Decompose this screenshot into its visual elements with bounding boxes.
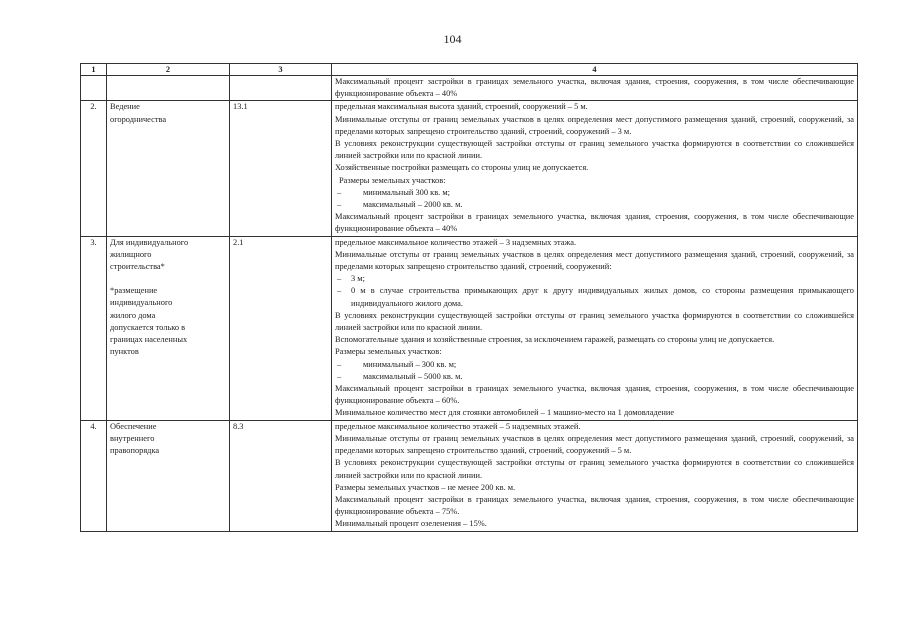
paragraph: Хозяйственные постройки размещать со стороны улиц не допускается. [335,163,589,173]
name-line: Обеспечение [110,421,157,431]
name-line: допускается только в [110,322,186,332]
paragraph: Размеры земельных участков: [335,347,442,357]
table-row [81,420,858,531]
land-use-name [107,420,230,531]
dash-marker: – [337,274,342,284]
dash-marker: – [337,200,342,210]
header-row [81,64,858,76]
paragraph: Максимальный процент застройки в границах земельного участка, включая здания, строения, сооружения, в том числе обеспечивающие функционирование объекта – 60%. [335,384,854,406]
bullet-text: 0 м в случае строительства примыкающих друг к другу индивидуальных жилых домов, со стороны размещения примыкающего индивидуального жилого дома. [351,286,854,308]
page-number: 104 [443,32,462,46]
name-line: правопорядка [110,446,160,456]
name-gap [110,273,226,285]
name-line: строительства* [110,262,165,272]
bullet-text: минимальный – 300 кв. м; [363,359,457,369]
name-line: жилого дома [110,310,156,320]
bullet-item [335,371,854,383]
bullet-item [335,285,854,309]
land-use-code [230,76,332,101]
land-use-code: 8.3 [230,420,332,531]
paragraph: Размеры земельных участков – не менее 200 кв. м. [335,482,516,492]
header-col-2: 2 [107,64,230,76]
paragraph: Максимальный процент застройки в границах земельного участка, включая здания, строения, сооружения, в том числе обеспечивающие функционирование объекта – 75%. [335,494,854,517]
row-number [81,76,107,101]
paragraph: В условиях реконструкции существующей застройки отступы от границ земельного участка формируются в соответствии со сложившейся линией застройки или по красной линии. [335,458,854,480]
parameters-description [332,236,858,420]
land-use-name [107,101,230,236]
bullet-text: 3 м; [351,274,365,284]
bullet-item [335,359,854,371]
bullet-item [335,199,854,211]
land-use-name [107,236,230,420]
row-number: 3. [81,236,107,420]
paragraph: Вспомогательные здания и хозяйственные строения, за исключением гаражей, размещать со стороны улиц не допускается. [335,335,775,345]
header-col-4: 4 [332,64,858,76]
table-row [81,236,858,420]
name-line: Для индивидуального [110,237,189,247]
bullet-item [335,187,854,199]
paragraph: В условиях реконструкции существующей застройки отступы от границ земельного участка формируются в соответствии со сложившейся линией застройки или по красной линии. [335,310,854,333]
land-use-code: 2.1 [230,236,332,420]
name-line: индивидуального [110,298,173,308]
name-line: пунктов [110,347,139,357]
paragraph: Минимальные отступы от границ земельных участков в целях определения мест допустимого размещения зданий, строений, сооружений, за пределами которых запрещено строительство зданий, строений, сооружений – 5 м. [335,433,854,456]
name-line: границах населенных [110,335,188,345]
name-line: внутреннего [110,433,155,443]
land-use-code: 13.1 [230,101,332,236]
name-line: жилищного [110,249,152,259]
paragraph: Минимальное количество мест для стоянки автомобилей – 1 машино-место на 1 домовладение [335,408,675,418]
paragraph: Максимальный процент застройки в границах земельного участка, включая здания, строения, сооружения, в том числе обеспечивающие функционирование объекта – 40% [335,212,854,234]
bullet-text: минимальный 300 кв. м; [363,187,450,197]
name-line: огородничества [110,114,167,124]
dash-marker: – [337,187,342,197]
regulations-table [80,63,858,532]
header-col-1: 1 [81,64,107,76]
paragraph: предельное максимальное количество этажей – 5 надземных этажей. [335,421,581,431]
bullet-text: максимальный – 2000 кв. м. [363,200,463,210]
name-line: *размещение [110,286,158,296]
paragraph: Минимальные отступы от границ земельных участков в целях определения мест допустимого размещения зданий, строений, сооружений, за пределами которых запрещено строительство зданий, строений, сооружений: [335,249,854,272]
dash-marker: – [337,371,342,381]
parameters-description [332,101,858,236]
parameters-description [332,420,858,531]
table-row [81,101,858,236]
row-number: 2. [81,101,107,236]
parameters-description [332,76,858,101]
paragraph: предельное максимальное количество этажей – 3 надземных этажа. [335,237,577,247]
paragraph: предельная максимальная высота зданий, строений, сооружений – 5 м. [335,102,588,112]
paragraph: Максимальный процент застройки в границах земельного участка, включая здания, строения, сооружения, в том числе обеспечивающие функционирование объекта – 40% [335,77,854,99]
row-number: 4. [81,420,107,531]
bullet-text: максимальный – 5000 кв. м. [363,371,463,381]
paragraph: Размеры земельных участков: [339,175,446,185]
paragraph: В условиях реконструкции существующей застройки отступы от границ земельного участка формируются в соответствии со сложившейся линией застройки или по красной линии. [335,139,854,161]
header-col-3: 3 [230,64,332,76]
name-line: Ведение [110,102,140,112]
land-use-name [107,76,230,101]
dash-marker: – [337,286,342,296]
paragraph: Минимальный процент озеленения – 15%. [335,519,487,529]
bullet-item [335,273,854,285]
dash-marker: – [337,359,342,369]
table-row [81,76,858,101]
paragraph: Минимальные отступы от границ земельных участков в целях определения мест допустимого размещения зданий, строений, сооружений, за пределами которых запрещено строительство зданий, строений, сооружений – 3 м. [335,114,854,136]
